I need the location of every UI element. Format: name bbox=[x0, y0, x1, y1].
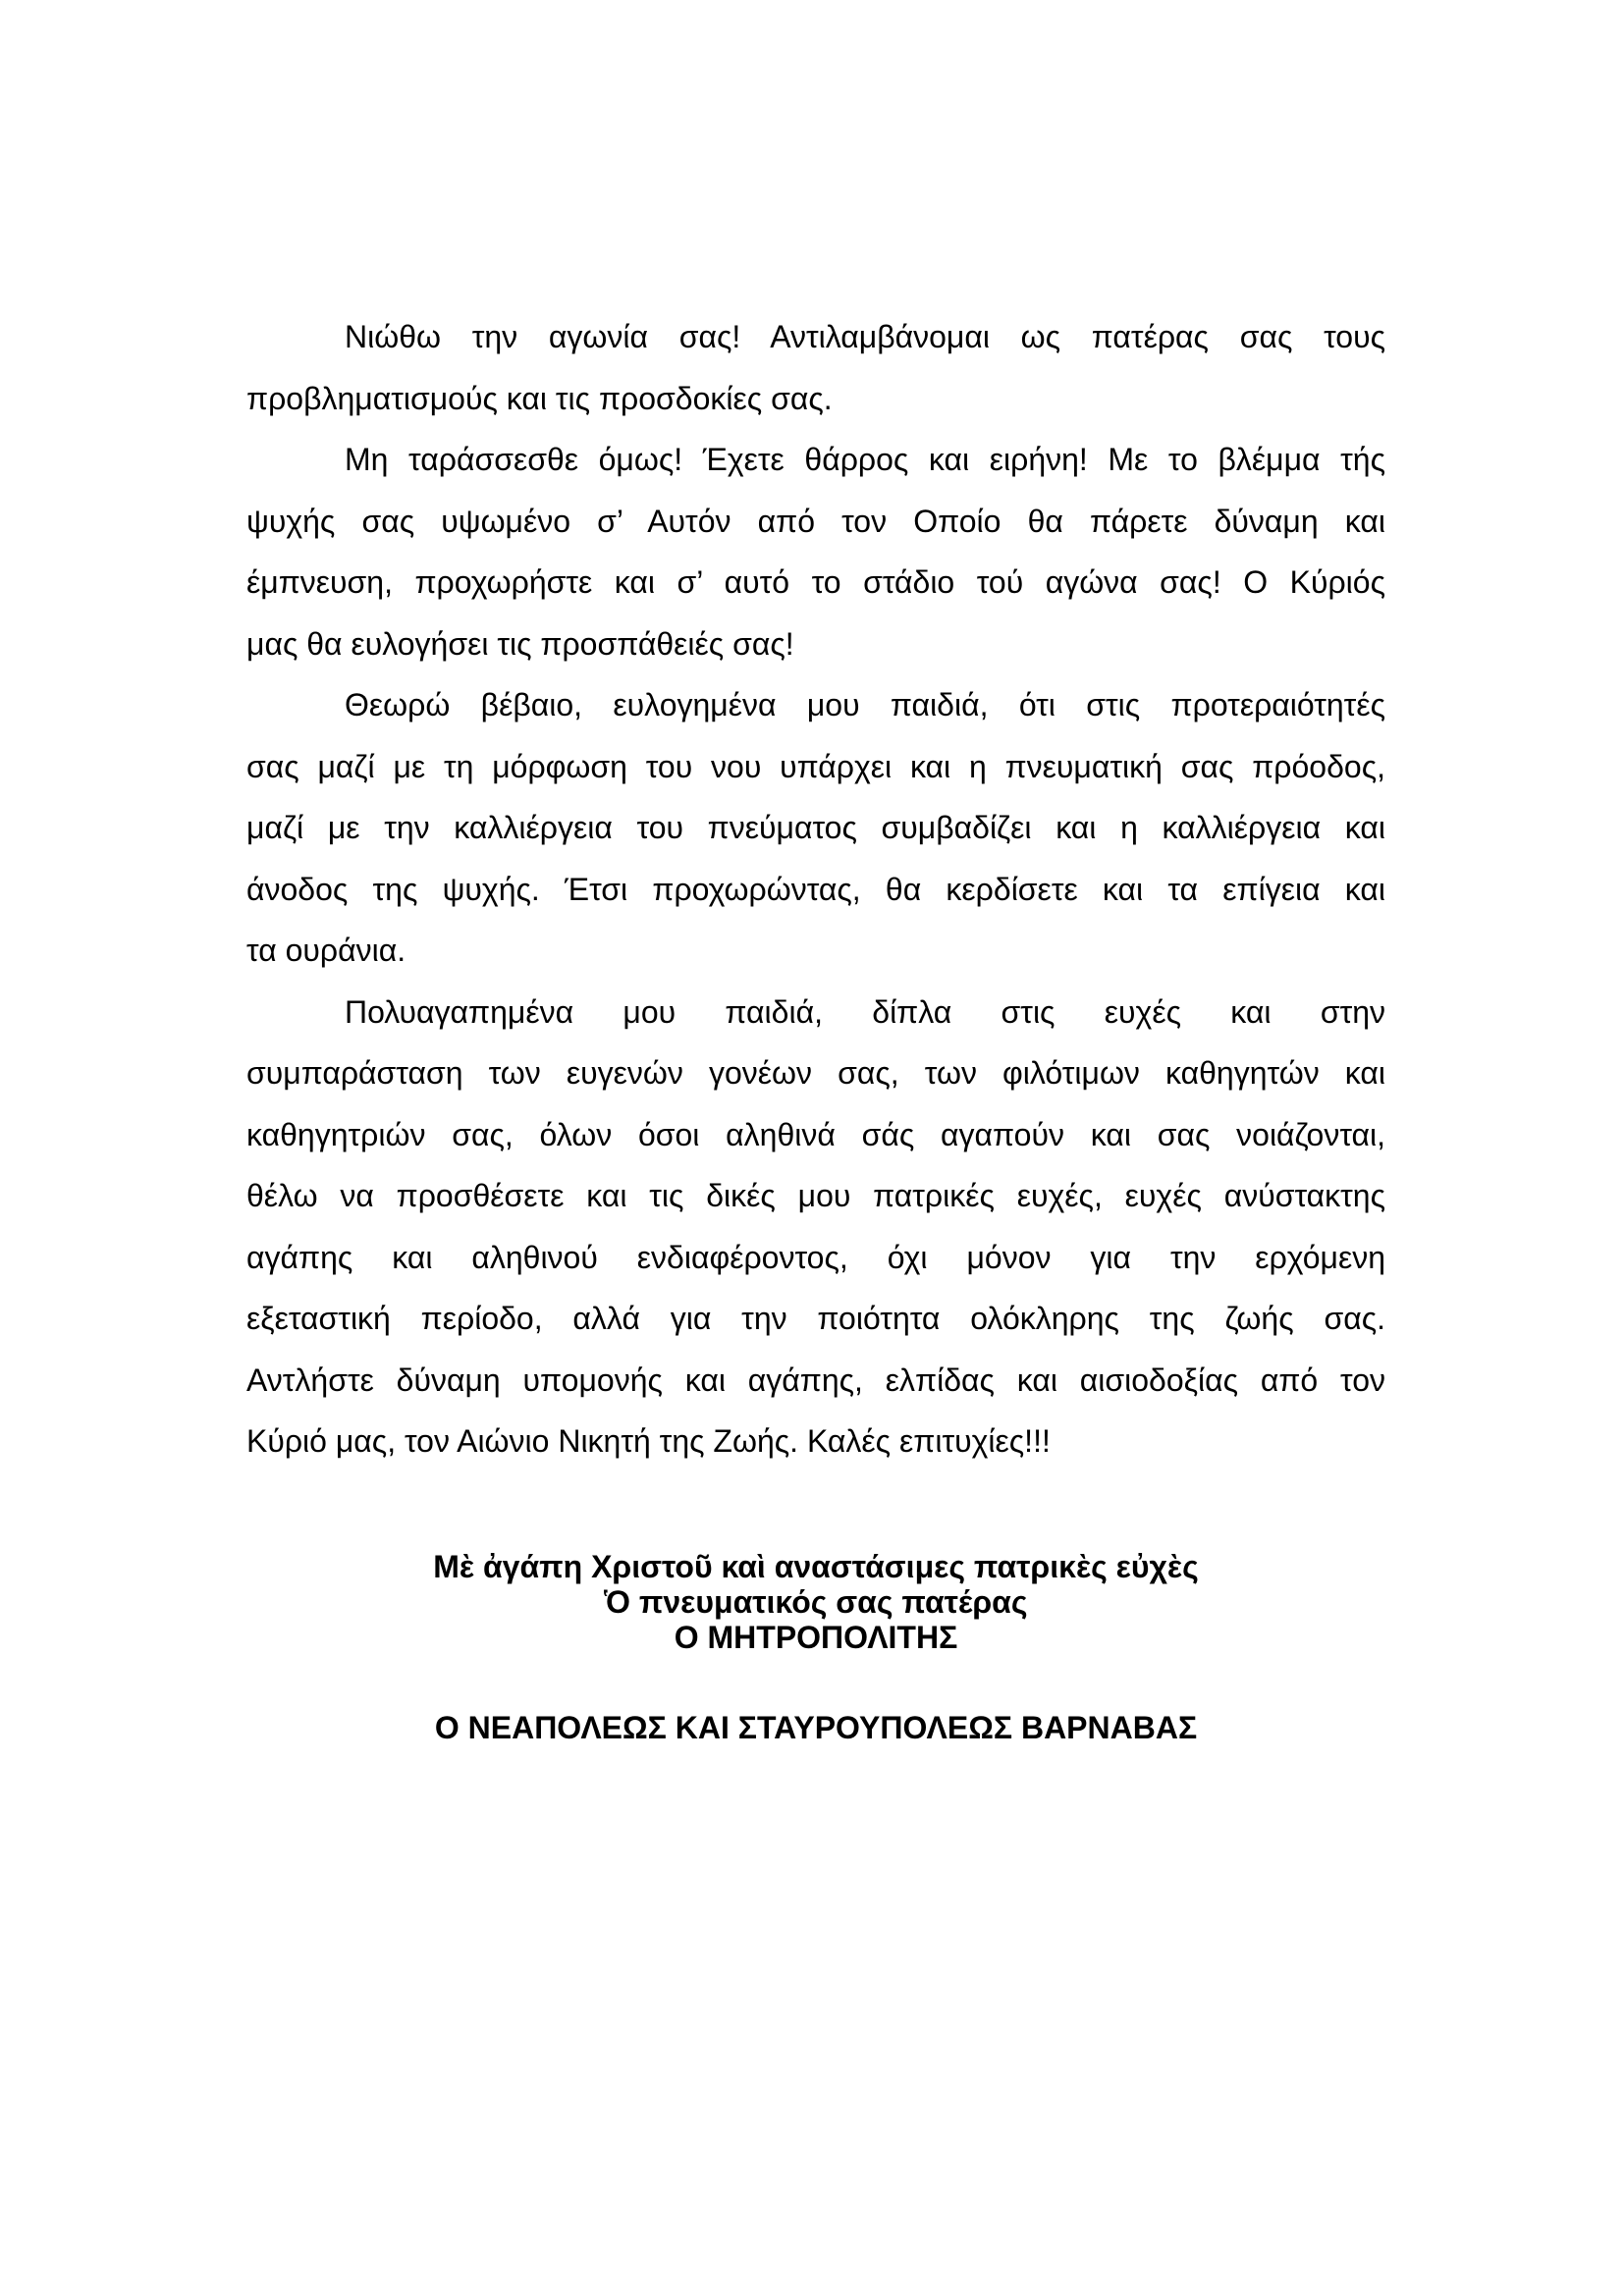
text-line: έμπνευση, προχωρήστε και σ’ αυτό το στάδιο τού αγώνα σας! Ο Κύριός bbox=[246, 564, 1385, 600]
text-line: Θεωρώ βέβαιο, ευλογημένα μου παιδιά, ότι στις προτεραιότητές bbox=[345, 687, 1385, 722]
text-line: θέλω να προσθέσετε και τις δικές μου πατρικές ευχές, ευχές ανύστακτης bbox=[246, 1178, 1385, 1213]
signature-role: Ὁ πνευματικός σας πατέρας bbox=[604, 1584, 1028, 1620]
paragraph bbox=[246, 306, 1385, 429]
text-line: σας μαζί με τη μόρφωση του νου υπάρχει και η πνευματική σας πρόοδος, bbox=[246, 748, 1385, 784]
signature-spacer bbox=[246, 1655, 1385, 1710]
text-line: καθηγητριών σας, όλων όσοι αληθινά σάς αγαπούν και σας νοιάζονται, bbox=[246, 1116, 1385, 1152]
text-line: Πολυαγαπημένα μου παιδιά, δίπλα στις ευχές και στην bbox=[345, 993, 1385, 1030]
text-line: Νιώθω την αγωνία σας! Αντιλαμβάνομαι ως πατέρας σας τους bbox=[345, 319, 1385, 354]
signature-name: Ο ΝΕΑΠΟΛΕΩΣ ΚΑΙ ΣΤΑΥΡΟΥΠΟΛΕΩΣ ΒΑΡΝΑΒΑΣ bbox=[434, 1710, 1198, 1745]
signature-closing: Μὲ ἀγάπη Χριστοῦ καὶ αναστάσιμες πατρικὲς εὐχὲς bbox=[433, 1549, 1199, 1584]
text-line: άνοδος της ψυχής. Έτσι προχωρώντας, θα κερδίσετε και τα επίγεια και bbox=[246, 871, 1385, 907]
text-line: τα ουράνια. bbox=[246, 933, 406, 968]
text-line: μας θα ευλογήσει τις προσπάθειές σας! bbox=[246, 625, 794, 662]
text-line: ψυχής σας υψωμένο σ’ Αυτόν από τον Οποίο θα πάρετε δύναμη και bbox=[246, 503, 1385, 539]
text-line: συμπαράσταση των ευγενών γονέων σας, των φιλότιμων καθηγητών και bbox=[246, 1055, 1385, 1091]
paragraph bbox=[246, 429, 1385, 674]
paragraph bbox=[246, 982, 1385, 1472]
signature-title: Ο ΜΗΤΡΟΠΟΛΙΤΗΣ bbox=[674, 1620, 958, 1655]
text-line: μαζί με την καλλιέργεια του πνεύματος συμβαδίζει και η καλλιέργεια και bbox=[246, 810, 1385, 845]
signature-block bbox=[246, 1549, 1385, 1745]
letter-body bbox=[246, 306, 1385, 1472]
text-line: εξεταστική περίοδο, αλλά για την ποιότητα ολόκληρης της ζωής σας. bbox=[246, 1301, 1385, 1336]
text-line: Μη ταράσσεσθε όμως! Έχετε θάρρος και ειρήνη! Με το βλέμμα τής bbox=[345, 442, 1385, 477]
text-line: Κύριό μας, τον Αιώνιο Νικητή της Ζωής. Καλές επιτυχίες!!! bbox=[246, 1423, 1051, 1459]
text-line: Αντλήστε δύναμη υπομονής και αγάπης, ελπίδας και αισιοδοξίας από τον bbox=[246, 1362, 1385, 1398]
text-line: αγάπης και αληθινού ενδιαφέροντος, όχι μόνον για την ερχόμενη bbox=[246, 1239, 1385, 1275]
paragraph bbox=[246, 674, 1385, 982]
text-line: προβληματισμούς και τις προσδοκίες σας. bbox=[246, 380, 833, 416]
